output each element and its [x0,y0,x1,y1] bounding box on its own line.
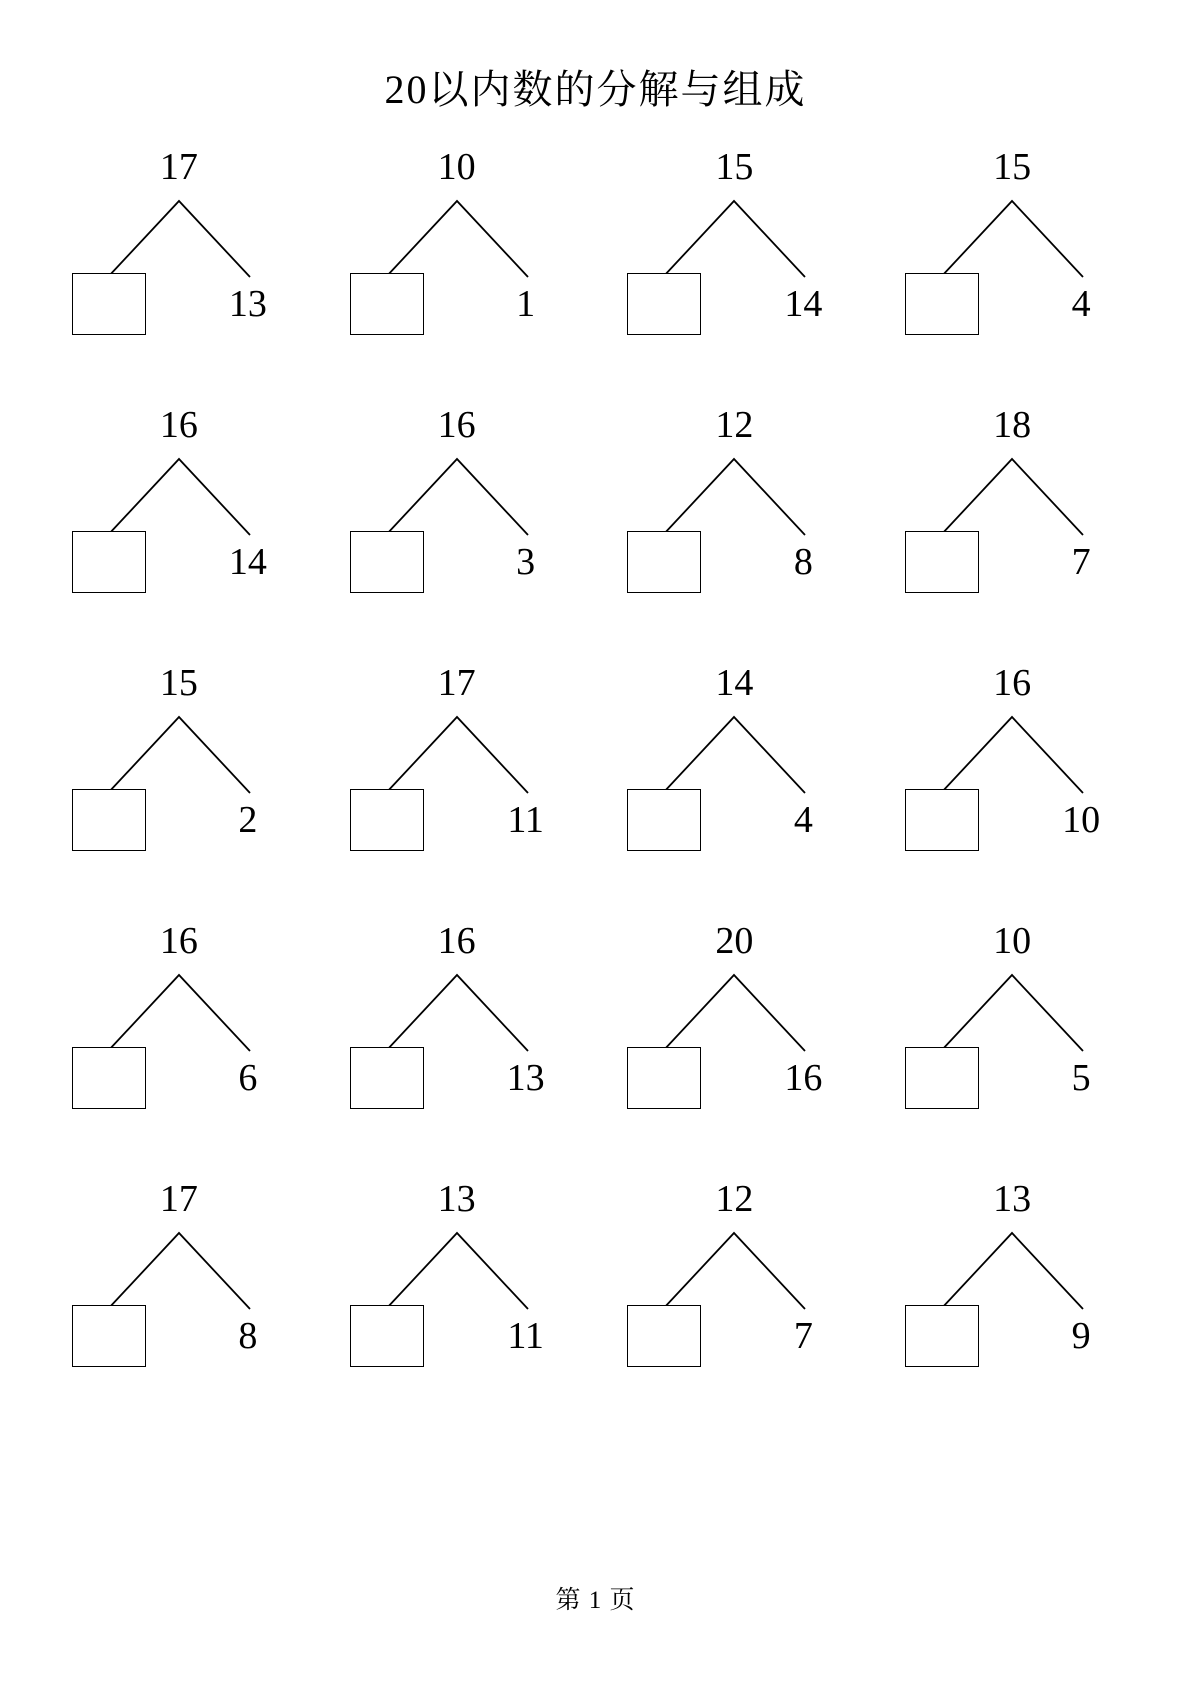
problem-grid [0,145,1191,1435]
problem-item [596,1177,874,1435]
problem-known: 8 [238,1315,258,1357]
answer-input-box[interactable] [72,531,146,593]
branch-lines-icon [897,1225,1127,1315]
problem-known: 1 [516,283,536,325]
problem-total: 15 [159,662,198,704]
problem-total: 10 [437,146,476,188]
number-bond-tree [619,919,849,1129]
problem-known: 6 [238,1057,258,1099]
problem-known: 14 [784,283,823,325]
number-bond-tree [64,919,294,1129]
problem-total: 14 [715,662,754,704]
branch-lines-icon [64,1225,294,1315]
problem-total: 13 [437,1178,476,1220]
problem-item [318,661,596,919]
problem-known: 14 [228,541,267,583]
problem-item [318,1177,596,1435]
answer-input-box[interactable] [627,789,701,851]
problem-total: 17 [159,146,198,188]
problem-total: 16 [159,404,198,446]
problem-item [40,1177,318,1435]
problem-item [873,1177,1151,1435]
answer-input-box[interactable] [905,273,979,335]
problem-item [873,661,1151,919]
problem-item [40,919,318,1177]
number-bond-tree [897,919,1127,1129]
branch-lines-icon [619,967,849,1057]
branch-lines-icon [619,1225,849,1315]
answer-input-box[interactable] [350,1305,424,1367]
problem-total: 13 [993,1178,1032,1220]
problem-known: 4 [793,799,813,841]
problem-known: 3 [516,541,536,583]
number-bond-tree [897,145,1127,355]
answer-input-box[interactable] [350,531,424,593]
branch-lines-icon [897,193,1127,283]
branch-lines-icon [342,1225,572,1315]
answer-input-box[interactable] [627,531,701,593]
number-bond-tree [897,1177,1127,1387]
page-title: 20以内数的分解与组成 [384,67,807,112]
number-bond-tree [897,661,1127,871]
number-bond-tree [619,661,849,871]
answer-input-box[interactable] [350,273,424,335]
problem-total: 15 [715,146,754,188]
problem-total: 16 [159,920,198,962]
answer-input-box[interactable] [627,1305,701,1367]
branch-lines-icon [342,967,572,1057]
branch-lines-icon [64,709,294,799]
problem-known: 8 [793,541,813,583]
branch-lines-icon [342,709,572,799]
problem-item [873,403,1151,661]
answer-input-box[interactable] [905,531,979,593]
number-bond-tree [619,403,849,613]
answer-input-box[interactable] [905,1047,979,1109]
problem-known: 10 [1062,799,1101,841]
branch-lines-icon [64,451,294,541]
problem-total: 17 [437,662,476,704]
problem-item [596,403,874,661]
problem-total: 17 [159,1178,198,1220]
branch-lines-icon [897,709,1127,799]
number-bond-tree [64,1177,294,1387]
answer-input-box[interactable] [627,273,701,335]
problem-known: 7 [1071,541,1091,583]
problem-total: 12 [715,1178,754,1220]
problem-known: 7 [793,1315,813,1357]
number-bond-tree [619,145,849,355]
problem-item [596,919,874,1177]
branch-lines-icon [64,967,294,1057]
problem-known: 13 [506,1057,545,1099]
branch-lines-icon [342,193,572,283]
problem-known: 11 [507,1315,544,1357]
number-bond-tree [342,403,572,613]
branch-lines-icon [619,193,849,283]
number-bond-tree [342,1177,572,1387]
branch-lines-icon [897,451,1127,541]
problem-item [318,919,596,1177]
answer-input-box[interactable] [72,1305,146,1367]
answer-input-box[interactable] [905,789,979,851]
problem-item [596,661,874,919]
problem-known: 5 [1071,1057,1091,1099]
problem-item [40,403,318,661]
problem-total: 10 [993,920,1032,962]
problem-total: 20 [715,920,754,962]
branch-lines-icon [897,967,1127,1057]
problem-item [873,919,1151,1177]
problem-total: 16 [993,662,1032,704]
answer-input-box[interactable] [350,1047,424,1109]
branch-lines-icon [342,451,572,541]
answer-input-box[interactable] [72,1047,146,1109]
answer-input-box[interactable] [72,789,146,851]
problem-known: 13 [228,283,267,325]
problem-total: 15 [993,146,1032,188]
branch-lines-icon [619,451,849,541]
number-bond-tree [64,661,294,871]
problem-known: 16 [784,1057,823,1099]
page-footer: 第 1 页 [555,1587,636,1614]
problem-known: 11 [507,799,544,841]
number-bond-tree [342,919,572,1129]
answer-input-box[interactable] [905,1305,979,1367]
problem-item [318,145,596,403]
number-bond-tree [342,145,572,355]
number-bond-tree [342,661,572,871]
problem-item [873,145,1151,403]
problem-item [318,403,596,661]
number-bond-tree [64,145,294,355]
number-bond-tree [897,403,1127,613]
number-bond-tree [64,403,294,613]
number-bond-tree [619,1177,849,1387]
problem-known: 4 [1071,283,1091,325]
problem-total: 16 [437,404,476,446]
answer-input-box[interactable] [72,273,146,335]
problem-item [40,661,318,919]
problem-item [40,145,318,403]
problem-total: 12 [715,404,754,446]
problem-known: 9 [1071,1315,1091,1357]
problem-total: 16 [437,920,476,962]
answer-input-box[interactable] [627,1047,701,1109]
branch-lines-icon [64,193,294,283]
answer-input-box[interactable] [350,789,424,851]
problem-item [596,145,874,403]
branch-lines-icon [619,709,849,799]
problem-total: 18 [993,404,1032,446]
problem-known: 2 [238,799,258,841]
